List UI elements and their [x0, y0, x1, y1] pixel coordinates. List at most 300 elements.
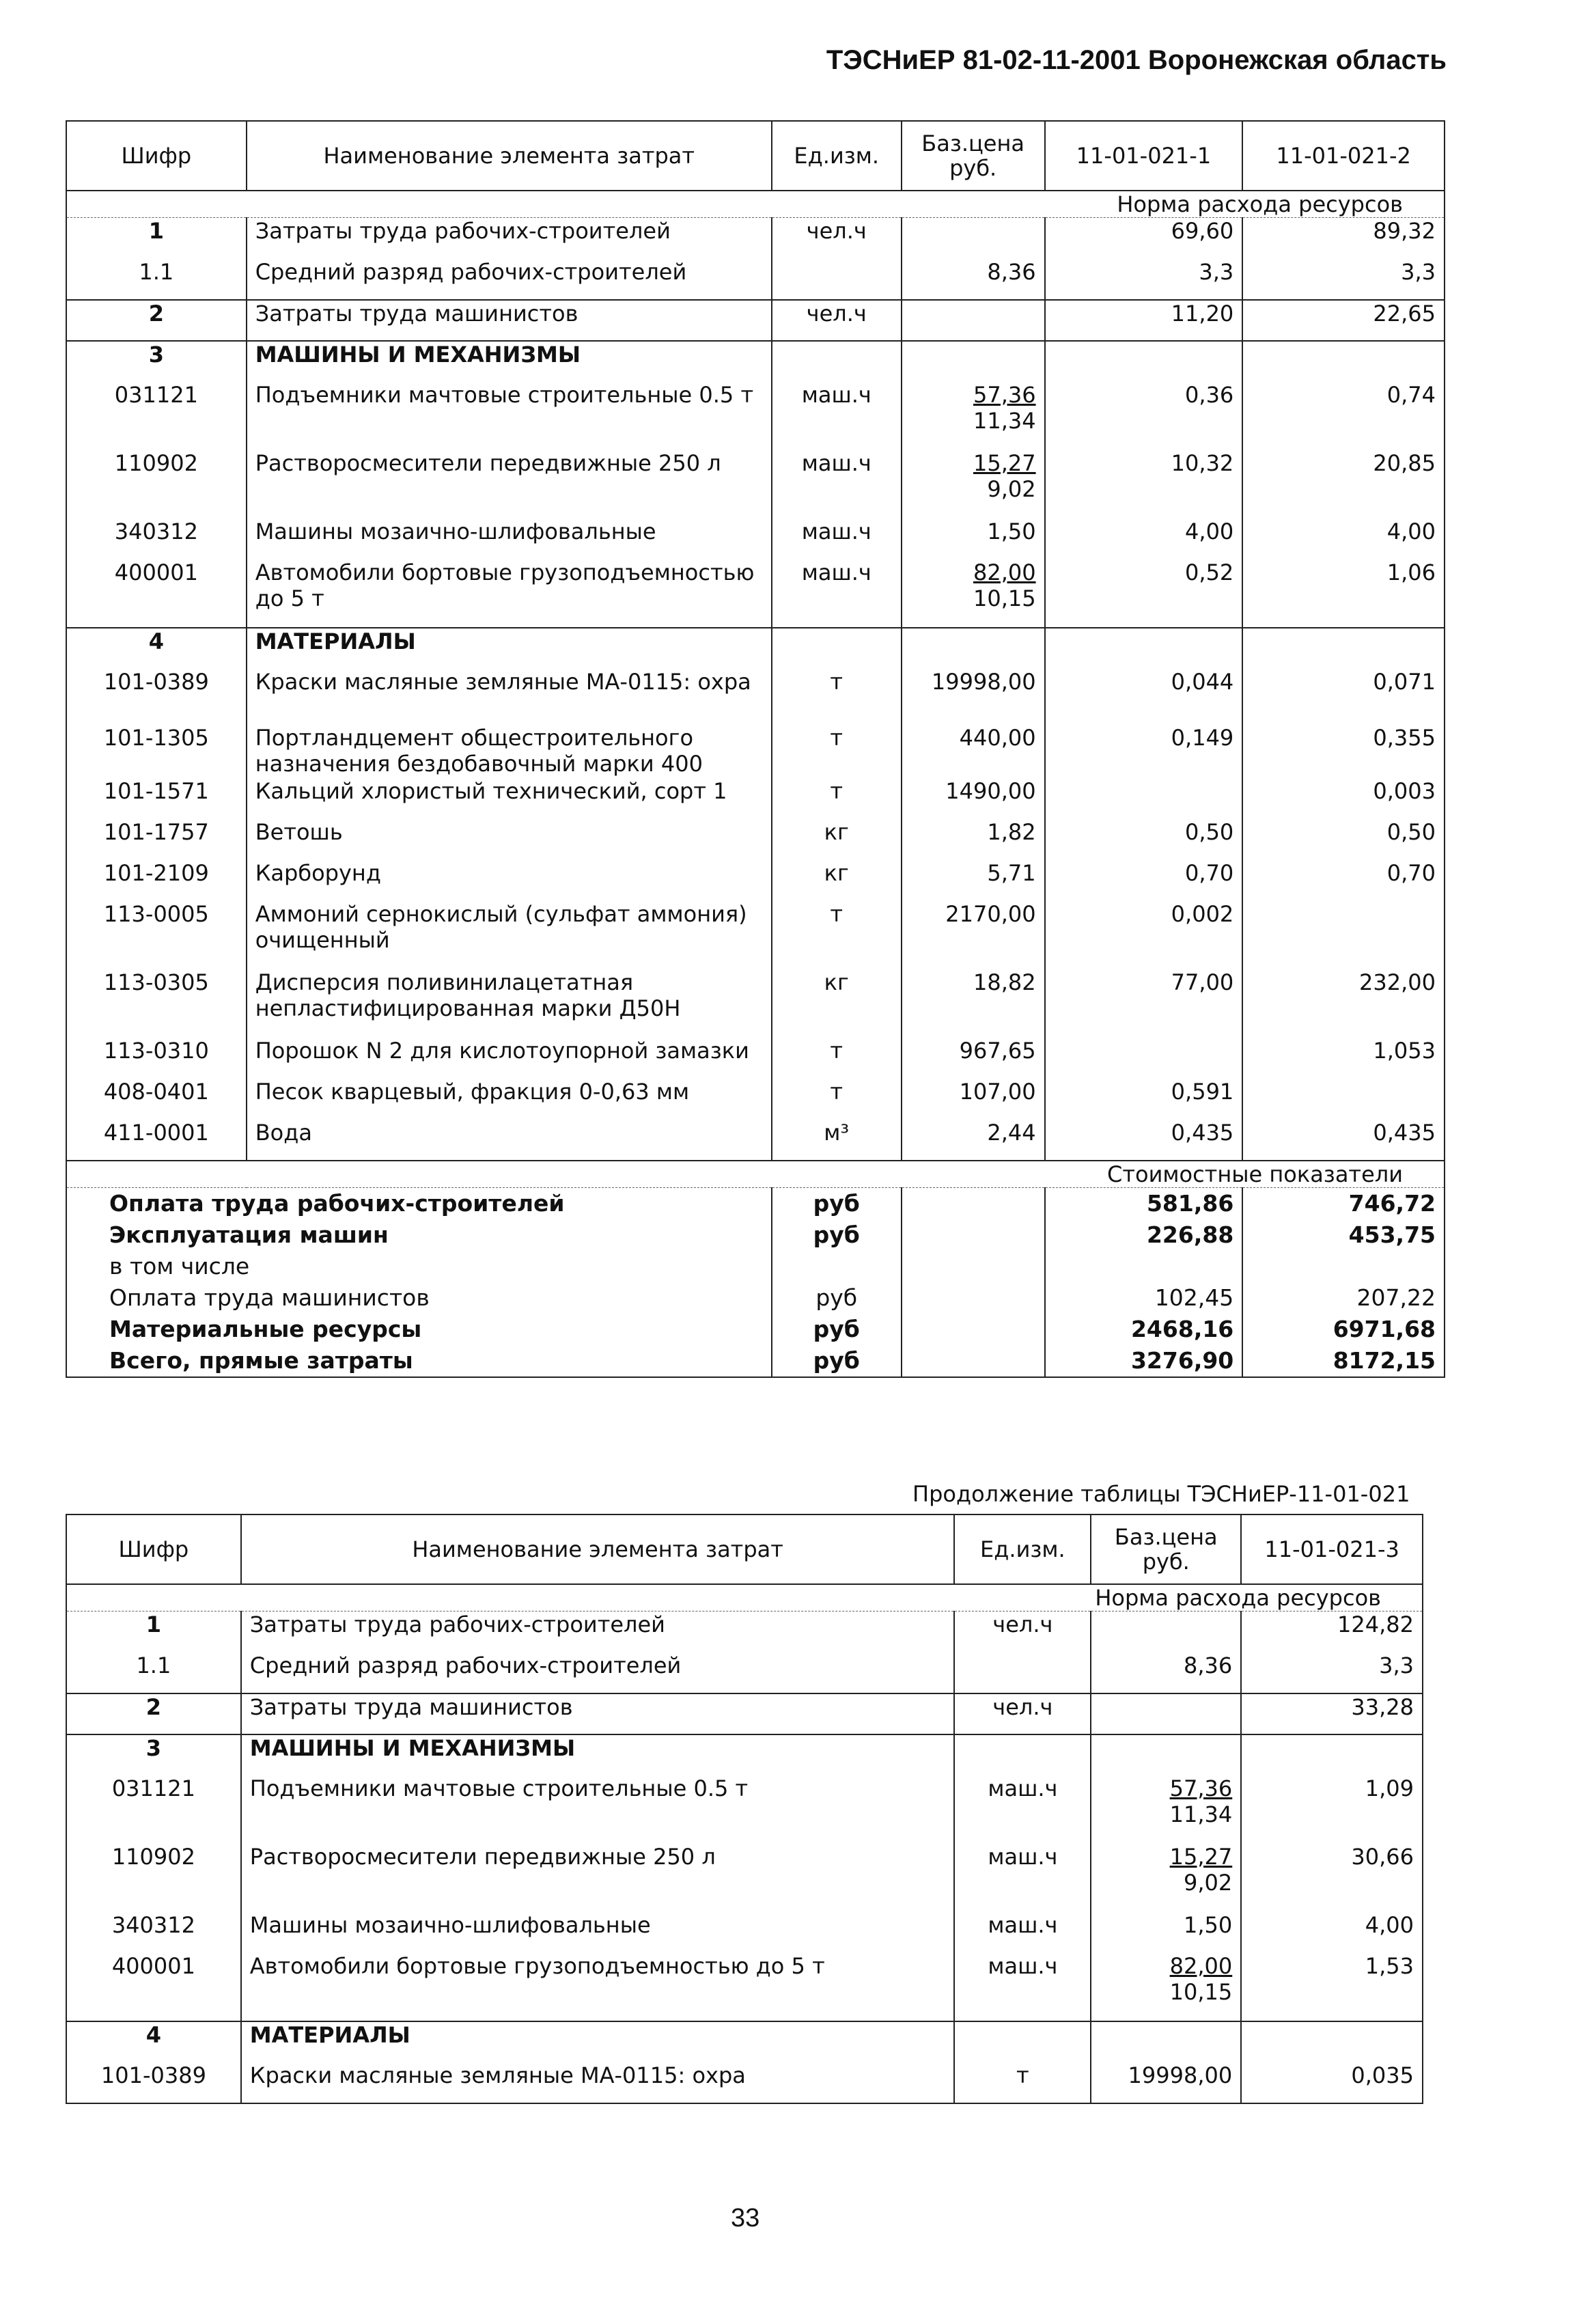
- resource-name-text: МАТЕРИАЛЫ: [249, 2021, 410, 2048]
- base-price: [902, 860, 1045, 901]
- table-row: [66, 1693, 1423, 1734]
- norm-value-2: 1,053: [1242, 1038, 1445, 1079]
- norm-value-1: 0,044: [1045, 669, 1243, 710]
- cost-unit: руб: [772, 1282, 902, 1314]
- norm-value-1: 4,00: [1045, 518, 1243, 559]
- base-price: [902, 341, 1045, 382]
- resource-code: 031121: [114, 381, 198, 408]
- resource-name: [247, 259, 772, 300]
- base-price: [902, 259, 1045, 300]
- resource-name: [241, 2062, 955, 2103]
- table-header-row: [66, 121, 1445, 191]
- resource-name: [247, 382, 772, 450]
- base-price-value: 57,36: [1169, 1775, 1233, 1801]
- col-header-name: Наименование элемента затрат: [247, 121, 772, 191]
- table-row: [66, 778, 1445, 819]
- base-price-value: 107,00: [959, 1078, 1036, 1105]
- resource-name-text: Подъемники мачтовые строительные 0.5 т: [249, 1775, 749, 1801]
- resource-name-text: Карборунд: [255, 859, 381, 886]
- norm-label: Норма расхода ресурсов: [66, 1584, 1423, 1611]
- resource-unit: т: [772, 710, 902, 778]
- cost-value-1: 2468,16: [1045, 1314, 1243, 1345]
- resource-name: [247, 710, 772, 778]
- resource-name: [247, 778, 772, 819]
- base-price-value: 5,71: [987, 859, 1036, 886]
- resource-name-text: Затраты труда рабочих-строителей: [255, 218, 671, 244]
- resource-name-text: МАТЕРИАЛЫ: [255, 628, 416, 654]
- resource-unit: маш.ч: [954, 1912, 1091, 1953]
- table-header-row: [66, 1514, 1423, 1584]
- table-row: [66, 559, 1445, 628]
- resource-code: 101-2109: [103, 859, 209, 886]
- resource-table-2: [66, 1514, 1423, 2104]
- col-header-name: Наименование элемента затрат: [241, 1514, 955, 1584]
- resource-name: [241, 1953, 955, 2021]
- table-row: [66, 1652, 1423, 1693]
- norm-value-2: 1,06: [1242, 559, 1445, 628]
- base-price-value: 82,00: [1169, 1952, 1233, 1979]
- cost-value-1: 226,88: [1045, 1219, 1243, 1251]
- cost-name: Всего, прямые затраты: [109, 1346, 413, 1374]
- table-row: [66, 518, 1445, 559]
- section-row-norms: [66, 191, 1445, 218]
- resource-name: [241, 1844, 955, 1912]
- base-price-value: 19998,00: [1128, 2062, 1233, 2088]
- resource-name-text: Затраты труда рабочих-строителей: [249, 1611, 665, 1637]
- resource-unit: [772, 259, 902, 300]
- resource-name-text: Дисперсия поливинилацетатная: [255, 969, 634, 995]
- resource-name-text: Средний разряд рабочих-строителей: [255, 258, 687, 285]
- col-header-norm-2: 11-01-021-2: [1242, 121, 1445, 191]
- resource-name: [247, 518, 772, 559]
- base-price-value: 57,36: [973, 381, 1036, 408]
- table-row: [66, 259, 1445, 300]
- norm-value-1: 0,591: [1045, 1079, 1243, 1120]
- base-price-value: 967,65: [959, 1037, 1036, 1064]
- resource-name: [241, 1693, 955, 1734]
- base-price: [902, 710, 1045, 778]
- resource-unit: т: [772, 901, 902, 969]
- cost-row: [66, 1282, 1445, 1314]
- resource-unit: чел.ч: [954, 1611, 1091, 1652]
- cost-price-empty: [902, 1314, 1045, 1345]
- base-price-value: 15,27: [973, 449, 1036, 476]
- table-row: [66, 2062, 1423, 2103]
- resource-code: 411-0001: [103, 1119, 209, 1146]
- resource-unit: чел.ч: [954, 1693, 1091, 1734]
- base-price: [1091, 1775, 1241, 1844]
- col-header-unit: Ед.изм.: [772, 121, 902, 191]
- resource-code: 110902: [111, 1843, 195, 1870]
- resource-name: [247, 300, 772, 341]
- base-price: [902, 1079, 1045, 1120]
- resource-unit: [954, 1734, 1091, 1775]
- section-row-costs: [66, 1161, 1445, 1188]
- base-price: [902, 628, 1045, 669]
- resource-name: [247, 969, 772, 1038]
- resource-name-text: Средний разряд рабочих-строителей: [249, 1652, 682, 1678]
- norm-value-1: 0,70: [1045, 860, 1243, 901]
- norm-value-1: [1045, 628, 1243, 669]
- cost-body: [66, 1161, 1445, 1377]
- base-price-value-secondary: 11,34: [973, 407, 1036, 434]
- norm-value-1: 77,00: [1045, 969, 1243, 1038]
- norm-value-2: 4,00: [1242, 518, 1445, 559]
- norm-value-2: [1242, 341, 1445, 382]
- cost-unit: руб: [772, 1345, 902, 1377]
- continuation-caption: Продолжение таблицы ТЭСНиЕР-11-01-021: [912, 1481, 1410, 1507]
- table-row: [66, 1912, 1423, 1953]
- resource-table-1: [66, 120, 1445, 1378]
- base-price-value: 8,36: [987, 258, 1036, 285]
- resource-name-text: Вода: [255, 1119, 312, 1146]
- table-row: [66, 1038, 1445, 1079]
- resource-name: [247, 1038, 772, 1079]
- resource-code: 101-0389: [100, 2062, 206, 2088]
- norm-value-2: 89,32: [1242, 218, 1445, 259]
- resource-name-text: Автомобили бортовые грузоподъемностью: [255, 559, 755, 585]
- col-header-unit: Ед.изм.: [954, 1514, 1091, 1584]
- table-row: [66, 1079, 1445, 1120]
- norm-value-1: [1045, 1038, 1243, 1079]
- base-price: [1091, 1734, 1241, 1775]
- cost-value-2: 453,75: [1242, 1219, 1445, 1251]
- norm-value-1: 0,50: [1045, 819, 1243, 860]
- resource-name: [247, 341, 772, 382]
- resource-unit: т: [772, 1079, 902, 1120]
- resource-name-text: МАШИНЫ И МЕХАНИЗМЫ: [249, 1734, 576, 1761]
- base-price-value: 82,00: [973, 559, 1036, 585]
- resource-unit: т: [772, 778, 902, 819]
- resource-name: [247, 628, 772, 669]
- norm-value-2: 0,74: [1242, 382, 1445, 450]
- cost-unit: [772, 1251, 902, 1282]
- base-price: [902, 382, 1045, 450]
- resource-unit: маш.ч: [772, 382, 902, 450]
- cost-name: Оплата труда рабочих-строителей: [109, 1189, 565, 1217]
- base-price: [1091, 1953, 1241, 2021]
- norm-value-2: 20,85: [1242, 450, 1445, 518]
- cost-row: [66, 1314, 1445, 1345]
- base-price: [902, 218, 1045, 259]
- table-row: [66, 341, 1445, 382]
- resource-unit: маш.ч: [772, 450, 902, 518]
- resource-name: [247, 819, 772, 860]
- resource-code: 4: [66, 628, 247, 669]
- norm-value-1: 0,149: [1045, 710, 1243, 778]
- base-price-value-secondary: 10,15: [973, 585, 1036, 611]
- norm-label: Норма расхода ресурсов: [66, 191, 1445, 218]
- col-header-norm-1: 11-01-021-1: [1045, 121, 1243, 191]
- resource-name: [241, 1912, 955, 1953]
- table-row: [66, 1611, 1423, 1652]
- base-price-value: 440,00: [959, 724, 1036, 751]
- table-row: [66, 218, 1445, 259]
- table-row: [66, 819, 1445, 860]
- table-row: [66, 1120, 1445, 1161]
- norm-value-3: 1,53: [1241, 1953, 1423, 2021]
- resource-name-text-secondary: непластифицированная марки Д50Н: [255, 995, 681, 1021]
- table-row: [66, 901, 1445, 969]
- resource-code: 400001: [111, 1952, 195, 1979]
- col-header-norm-3: 11-01-021-3: [1241, 1514, 1423, 1584]
- base-price-value: 1,82: [987, 818, 1036, 845]
- norm-value-3: 30,66: [1241, 1844, 1423, 1912]
- resource-name: [247, 218, 772, 259]
- table-body: [66, 1584, 1423, 2103]
- resource-name-text: Кальций хлористый технический, сорт 1: [255, 777, 727, 804]
- resource-code: 1.1: [139, 258, 174, 285]
- base-price-value: 15,27: [1169, 1843, 1233, 1870]
- resource-unit: т: [954, 2062, 1091, 2103]
- base-price: [902, 559, 1045, 628]
- base-price: [1091, 1912, 1241, 1953]
- resource-code: 3: [66, 341, 247, 382]
- norm-value-2: 232,00: [1242, 969, 1445, 1038]
- cost-price-empty: [902, 1251, 1045, 1282]
- resource-name: [241, 1652, 955, 1693]
- table-row: [66, 1953, 1423, 2021]
- norm-value-2: [1242, 901, 1445, 969]
- table-row: [66, 2021, 1423, 2062]
- norm-value-1: 0,435: [1045, 1120, 1243, 1161]
- base-price: [902, 819, 1045, 860]
- resource-unit: [772, 628, 902, 669]
- cost-name: Материальные ресурсы: [109, 1315, 422, 1342]
- resource-code: 031121: [111, 1775, 195, 1801]
- norm-value-2: 0,003: [1242, 778, 1445, 819]
- cost-price-empty: [902, 1282, 1045, 1314]
- base-price: [1091, 1844, 1241, 1912]
- resource-code: 4: [66, 2021, 241, 2062]
- resource-name-text: Машины мозаично-шлифовальные: [255, 518, 656, 544]
- norm-value-3: [1241, 1734, 1423, 1775]
- resource-unit: чел.ч: [772, 218, 902, 259]
- resource-unit: маш.ч: [954, 1953, 1091, 2021]
- cost-price-empty: [902, 1187, 1045, 1219]
- cost-unit: руб: [772, 1187, 902, 1219]
- norm-value-1: [1045, 341, 1243, 382]
- resource-name-text: Машины мозаично-шлифовальные: [249, 1911, 651, 1938]
- norm-value-2: 0,70: [1242, 860, 1445, 901]
- resource-name: [247, 1120, 772, 1161]
- base-price-value: 8,36: [1183, 1652, 1233, 1678]
- base-price: [1091, 1611, 1241, 1652]
- resource-name-text: Растворосмесители передвижные 250 л: [249, 1843, 716, 1870]
- resource-code: 1: [148, 218, 164, 244]
- cost-row: [66, 1345, 1445, 1377]
- resource-name-text: Затраты труда машинистов: [255, 300, 578, 327]
- resource-name-text: Ветошь: [255, 818, 343, 845]
- base-price-value-secondary: 9,02: [987, 475, 1036, 502]
- resource-name: [247, 669, 772, 710]
- resource-code: 2: [66, 1693, 241, 1734]
- base-price: [902, 669, 1045, 710]
- resource-unit: кг: [772, 969, 902, 1038]
- norm-value-1: 0,36: [1045, 382, 1243, 450]
- norm-value-1: 0,52: [1045, 559, 1243, 628]
- cost-row: [66, 1219, 1445, 1251]
- norm-value-1: 69,60: [1045, 218, 1243, 259]
- base-price: [902, 300, 1045, 341]
- table-row: [66, 969, 1445, 1038]
- resource-code: 113-0305: [103, 969, 209, 995]
- resource-name-text: МАШИНЫ И МЕХАНИЗМЫ: [255, 341, 581, 368]
- page-number: 33: [731, 2204, 760, 2232]
- resource-name-text: Краски масляные земляные МА-0115: охра: [255, 668, 751, 695]
- base-price: [902, 1038, 1045, 1079]
- resource-code: 3: [66, 1734, 241, 1775]
- table-row: [66, 628, 1445, 669]
- resource-code: 1.1: [136, 1652, 171, 1678]
- resource-name: [241, 1775, 955, 1844]
- col-header-price: Баз.цена руб.: [902, 121, 1045, 191]
- norm-value-1: [1045, 778, 1243, 819]
- norm-value-1: 0,002: [1045, 901, 1243, 969]
- norm-value-2: [1242, 628, 1445, 669]
- table-row: [66, 300, 1445, 341]
- resource-unit: маш.ч: [772, 518, 902, 559]
- resource-name-text-secondary: до 5 т: [255, 585, 324, 611]
- resource-code: 113-0310: [103, 1037, 209, 1064]
- cost-value-1: 581,86: [1045, 1187, 1243, 1219]
- base-price: [902, 901, 1045, 969]
- cost-label: Стоимостные показатели: [66, 1161, 1445, 1188]
- cost-name: в том числе: [109, 1252, 250, 1279]
- resource-name-text-secondary: очищенный: [255, 926, 390, 953]
- resource-unit: маш.ч: [954, 1775, 1091, 1844]
- cost-name: Эксплуатация машин: [109, 1221, 389, 1248]
- norm-value-2: 0,435: [1242, 1120, 1445, 1161]
- resource-unit: [772, 341, 902, 382]
- table-row: [66, 860, 1445, 901]
- base-price-value-secondary: 11,34: [1169, 1801, 1233, 1827]
- resource-unit: м³: [772, 1120, 902, 1161]
- cost-value-2: 746,72: [1242, 1187, 1445, 1219]
- base-price: [1091, 2021, 1241, 2062]
- resource-name-text: Растворосмесители передвижные 250 л: [255, 449, 721, 476]
- table-row: [66, 1734, 1423, 1775]
- cost-value-1: 102,45: [1045, 1282, 1243, 1314]
- resource-code: 113-0005: [103, 900, 209, 927]
- table-row: [66, 450, 1445, 518]
- resource-code: 101-1571: [103, 777, 209, 804]
- resource-name: [241, 1611, 955, 1652]
- norm-value-1: 11,20: [1045, 300, 1243, 341]
- cost-value-1: 3276,90: [1045, 1345, 1243, 1377]
- base-price: [902, 969, 1045, 1038]
- resource-unit: чел.ч: [772, 300, 902, 341]
- table-row: [66, 669, 1445, 710]
- table-row: [66, 710, 1445, 778]
- col-header-price: Баз.цена руб.: [1091, 1514, 1241, 1584]
- base-price-value: 2170,00: [945, 900, 1036, 927]
- resource-name: [247, 901, 772, 969]
- resource-name-text: Краски масляные земляные МА-0115: охра: [249, 2062, 746, 2088]
- cost-row: [66, 1187, 1445, 1219]
- resource-name-text: Аммоний сернокислый (сульфат аммония): [255, 900, 747, 927]
- cost-unit: руб: [772, 1219, 902, 1251]
- base-price: [902, 518, 1045, 559]
- resource-name: [241, 2021, 955, 2062]
- cost-unit: руб: [772, 1314, 902, 1345]
- cost-value-1: [1045, 1251, 1243, 1282]
- resource-code: 110902: [114, 449, 198, 476]
- norm-value-3: 124,82: [1241, 1611, 1423, 1652]
- table-row: [66, 1775, 1423, 1844]
- resource-code: 340312: [111, 1911, 195, 1938]
- resource-name: [247, 1079, 772, 1120]
- resource-name: [247, 860, 772, 901]
- resource-unit: маш.ч: [954, 1844, 1091, 1912]
- base-price-value: 18,82: [973, 969, 1036, 995]
- col-header-code: Шифр: [66, 1514, 241, 1584]
- col-header-code: Шифр: [66, 121, 247, 191]
- cost-price-empty: [902, 1219, 1045, 1251]
- resource-code: 1: [145, 1611, 162, 1637]
- resource-code: 340312: [114, 518, 198, 544]
- resource-unit: маш.ч: [772, 559, 902, 628]
- cost-value-2: [1242, 1251, 1445, 1282]
- resource-name: [247, 450, 772, 518]
- cost-row: [66, 1251, 1445, 1282]
- resource-name-text: Портландцемент общестроительного: [255, 724, 694, 751]
- resource-name-text: Затраты труда машинистов: [249, 1693, 573, 1720]
- table-body: [66, 191, 1445, 1161]
- resource-code: 2: [66, 300, 247, 341]
- norm-value-2: 3,3: [1242, 259, 1445, 300]
- table-row: [66, 382, 1445, 450]
- resource-name: [247, 559, 772, 628]
- cost-price-empty: [902, 1345, 1045, 1377]
- norm-value-2: 0,50: [1242, 819, 1445, 860]
- table-row: [66, 1844, 1423, 1912]
- norm-value-2: 0,355: [1242, 710, 1445, 778]
- norm-value-2: 22,65: [1242, 300, 1445, 341]
- base-price: [902, 1120, 1045, 1161]
- document-header: ТЭСНиЕР 81-02-11-2001 Воронежская область: [826, 45, 1447, 75]
- norm-value-3: 33,28: [1241, 1693, 1423, 1734]
- resource-name: [241, 1734, 955, 1775]
- resource-name-text: Порошок N 2 для кислотоупорной замазки: [255, 1037, 749, 1064]
- base-price-value: 2,44: [987, 1119, 1036, 1146]
- base-price: [902, 778, 1045, 819]
- norm-value-2: [1242, 1079, 1445, 1120]
- resource-unit: кг: [772, 819, 902, 860]
- base-price-value: 1490,00: [945, 777, 1036, 804]
- norm-value-2: 0,071: [1242, 669, 1445, 710]
- norm-value-1: 3,3: [1045, 259, 1243, 300]
- cost-value-2: 8172,15: [1242, 1345, 1445, 1377]
- resource-name-text: Подъемники мачтовые строительные 0.5 т: [255, 381, 754, 408]
- section-row-norms: [66, 1584, 1423, 1611]
- resource-name-text-secondary: назначения бездобавочный марки 400: [255, 750, 703, 777]
- base-price-value: 19998,00: [931, 668, 1036, 695]
- cost-value-2: 207,22: [1242, 1282, 1445, 1314]
- resource-unit: [954, 2021, 1091, 2062]
- norm-value-3: 3,3: [1241, 1652, 1423, 1693]
- norm-value-3: 0,035: [1241, 2062, 1423, 2103]
- resource-name-text: Песок кварцевый, фракция 0-0,63 мм: [255, 1078, 690, 1105]
- resource-code: 101-1305: [103, 724, 209, 751]
- norm-value-3: 4,00: [1241, 1912, 1423, 1953]
- cost-value-2: 6971,68: [1242, 1314, 1445, 1345]
- base-price: [1091, 2062, 1241, 2103]
- norm-value-3: 1,09: [1241, 1775, 1423, 1844]
- resource-code: 101-1757: [103, 818, 209, 845]
- base-price-value-secondary: 9,02: [1183, 1869, 1233, 1896]
- norm-value-3: [1241, 2021, 1423, 2062]
